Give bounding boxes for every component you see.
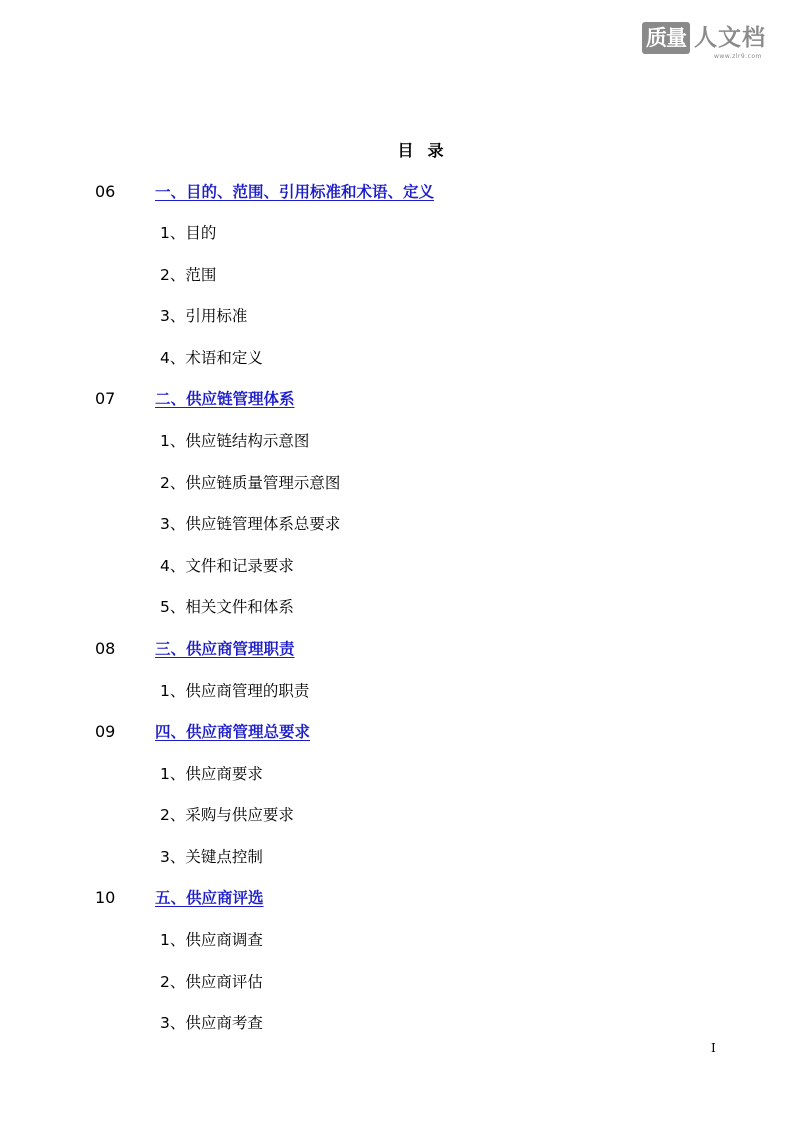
chapter-page-number: 08 (95, 639, 116, 658)
toc-sub-item: 5、相关文件和体系 (160, 598, 294, 616)
page-number: I (711, 1041, 716, 1055)
toc-sub-item: 3、关键点控制 (160, 848, 263, 866)
chapter-link[interactable]: 三、供应商管理职责 (155, 640, 295, 658)
toc-sub-item: 1、供应商管理的职责 (160, 682, 310, 700)
toc-sub-item: 2、采购与供应要求 (160, 806, 294, 824)
chapter-page-number: 09 (95, 722, 116, 741)
toc-sub-item: 2、供应链质量管理示意图 (160, 474, 341, 492)
toc-sub-item: 3、引用标准 (160, 307, 248, 325)
toc-title-char-2: 录 (427, 141, 446, 160)
toc-title-char-1: 目 (397, 141, 416, 160)
toc-sub-item: 4、文件和记录要求 (160, 557, 294, 575)
chapter-page-number: 07 (95, 389, 116, 408)
toc-sub-item: 3、供应商考查 (160, 1014, 263, 1032)
toc-sub-item: 2、范围 (160, 266, 217, 284)
toc-sub-item: 1、供应链结构示意图 (160, 432, 310, 450)
logo-badge (642, 22, 690, 54)
logo-text: 人文档 (694, 25, 766, 51)
logo-badge-text: 质量 (646, 26, 686, 50)
brand-logo (642, 22, 782, 62)
chapter-page-number: 06 (95, 182, 116, 201)
chapter-link[interactable]: 二、供应链管理体系 (155, 390, 295, 408)
toc-sub-item: 2、供应商评估 (160, 973, 263, 991)
toc-sub-item: 3、供应链管理体系总要求 (160, 515, 341, 533)
toc-sub-item: 1、供应商调查 (160, 931, 263, 949)
toc-sub-item: 1、供应商要求 (160, 765, 263, 783)
toc-sub-item: 4、术语和定义 (160, 349, 263, 367)
chapter-page-number: 10 (95, 888, 116, 907)
toc-sub-item: 1、目的 (160, 224, 217, 242)
chapter-link[interactable]: 五、供应商评选 (155, 889, 264, 907)
chapter-link[interactable]: 一、目的、范围、引用标准和术语、定义 (155, 183, 435, 201)
toc-title (0, 140, 793, 162)
chapter-link[interactable]: 四、供应商管理总要求 (155, 723, 311, 741)
logo-url: www.zlr9.com (714, 53, 762, 60)
